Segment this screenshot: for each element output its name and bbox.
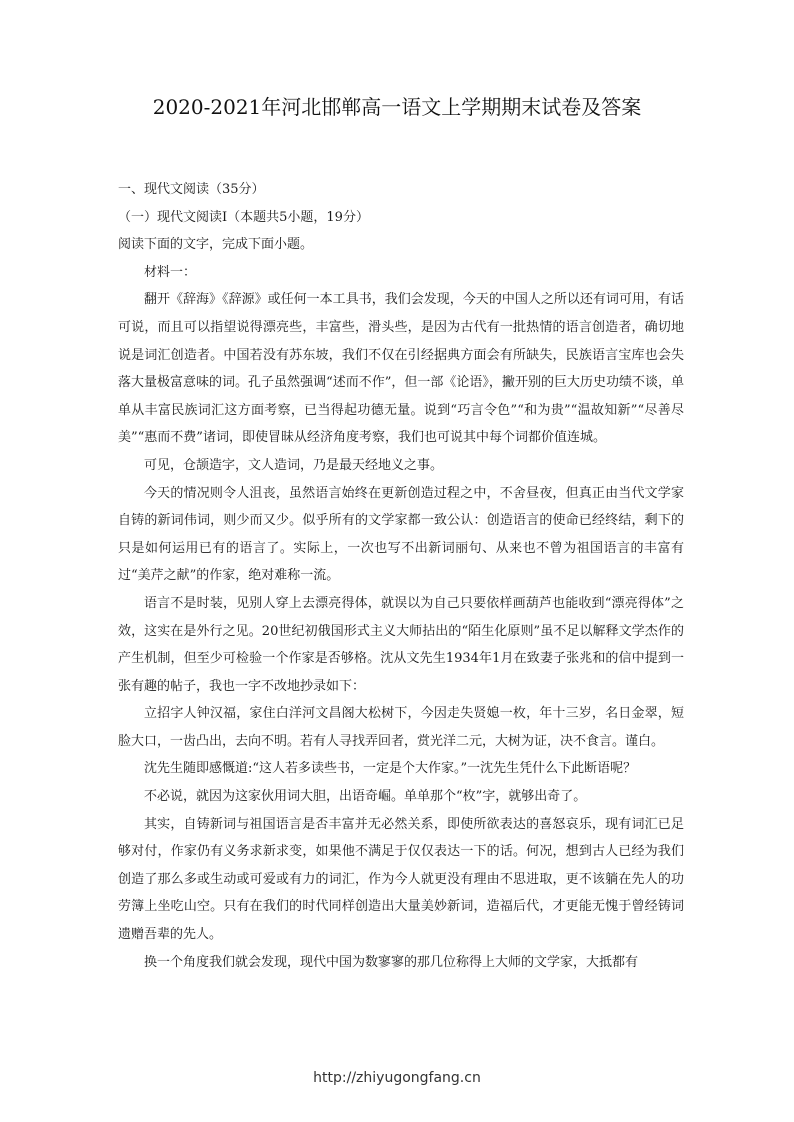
section-heading: 一、现代文阅读（35分） <box>118 182 265 197</box>
body-paragraph: 翻开《辞海》《辞源》或任何一本工具书，我们会发现，今天的中国人之所以还有词可用，有话可说，而且可以指望说得漂亮些，丰富些，滑头些，是因为古代有一批热情的语言创造者，确切地说是词汇创造者。中国若没有苏东坡，我们不仅在引经据典方面会有所缺失，民族语言宝库也会失落大量极富意味的词。孔子虽然强调“述而不作”，但一部《论语》，撇开别的巨大历史功绩不谈，单单从丰富民族词汇这方面考察，已当得起功德无量。说到“巧言令色”“和为贵”“温故知新”“尽善尽美”“惠而不费”诸词，即使冒昧从经济角度考察，我们也可说其中每个词都价值连城。 <box>118 292 684 446</box>
body-paragraph: 可见，仓颉造字，文人造词，乃是最天经地义之事。 <box>144 457 444 473</box>
body-paragraph: 其实，自铸新词与祖国语言是否丰富并无必然关系，即使所欲表达的喜怒哀乐，现有词汇已足够对付，作家仍有义务求新求变，如果他不满足于仅仅表达一下的话。何况，想到古人已经为我们创造了那么多或生动或可爱或有力的词汇，作为今人就更没有理由不思进取，更不该躺在先人的功劳簿上坐吃山空。只有在我们的时代同样创造出大量美妙新词，造福后代，才更能无愧于曾经铸词遗赠吾辈的先人。 <box>118 816 684 943</box>
reading-instruction: 阅读下面的文字，完成下面小题。 <box>118 237 314 253</box>
body-paragraph: 换一个角度我们就会发现，现代中国为数寥寥的那几位称得上大师的文学家，大抵都有 <box>144 954 639 970</box>
material-label: 材料一： <box>144 264 197 280</box>
subsection-heading: （一）现代文阅读Ⅰ（本题共5小题，19分） <box>118 209 369 225</box>
footer-url: http://zhiyugongfang.cn <box>313 1070 481 1086</box>
quoted-notice: 立招字人钟汉福，家住白洋河文昌阁大松树下，今因走失贤媳一枚，年十三岁，名日金翠，短脸大口，一齿凸出，去向不明。若有人寻找弄回者，赏光洋二元，大树为证，决不食言。谨白。 <box>118 706 684 749</box>
body-paragraph: 语言不是时装，见别人穿上去漂亮得体，就误以为自己只要依样画葫芦也能收到“漂亮得体”之效，这实在是外行之见。20世纪初俄国形式主义大师拈出的“陌生化原则”虽不足以解释文学杰作的产生机制，但至少可检验一个作家是否够格。沈从文先生1934年1月在致妻子张兆和的信中提到一张有趣的帖子，我也一字不改地抄录如下： <box>118 595 684 694</box>
body-paragraph: 今天的情况则令人沮丧，虽然语言始终在更新创造过程之中，不舍昼夜，但真正由当代文学家自铸的新词伟词，则少而又少。似乎所有的文学家都一致公认：创造语言的使命已经终结，剩下的只是如何运用已有的语言了。实际上，一次也写不出新词丽句、从来也不曾为祖国语言的丰富有过“美芹之献”的作家，绝对难称一流。 <box>118 485 684 584</box>
body-paragraph: 不必说，就因为这家伙用词大胆，出语奇崛。单单那个“枚”字，就够出奇了。 <box>144 789 587 805</box>
body-paragraph: 沈先生随即感慨道:“这人若多读些书，一定是个大作家。”一沈先生凭什么下此断语呢？ <box>144 761 637 777</box>
page-title: 2020-2021年河北邯郸高一语文上学期期末试卷及答案 <box>152 95 642 119</box>
document-body <box>118 176 684 976</box>
